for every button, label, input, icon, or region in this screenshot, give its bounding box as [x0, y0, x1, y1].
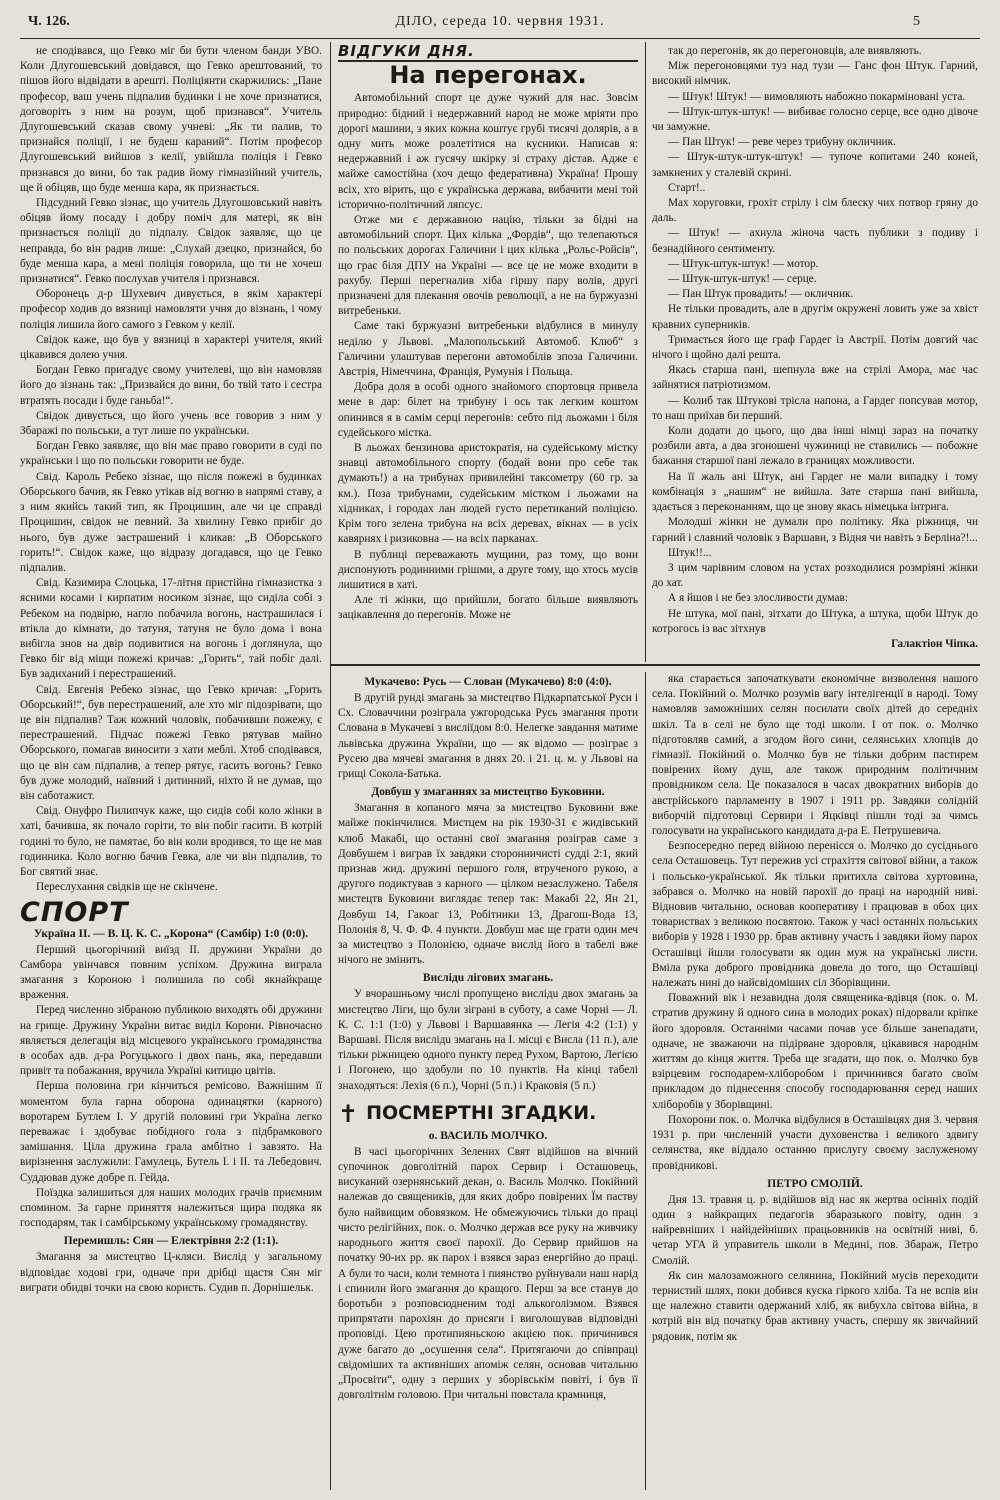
- paragraph: — Колиб так Штукові тріслa напона, а Гардег попсував мотор, то наш приїхав би перший.: [652, 394, 978, 422]
- masthead-date: ДІЛО, середа 10. червня 1931.: [395, 14, 605, 29]
- obituary-text-continued: [652, 672, 978, 1174]
- paragraph: Не тільки провадить, але в другім окружені ловить уже за хвіст кравних суперників.: [652, 303, 978, 331]
- sport-results: [338, 675, 638, 1094]
- sport-section: [20, 927, 322, 1296]
- paragraph: Добра доля в особі одного знайомого спортовця привела мене в дар: білет на трибуну і ось так легким коштом опинився я в самім серці перегонів: себто під льожами і біля судейського містка.: [338, 381, 638, 439]
- paragraph: яка старається започаткувати економічне визволення нашого села. Покійний о. Молчко розумів вагу інтелігенції в народі. Тому намовляв заможніших селян посилати своїх дітей до середніх шкіл. Та в селі не було ще тоді школи. І от пок. о. Молчко підготовляв самий, а згодом його сини, селянських хлопців до гімназії. Покійний о. Молчко був не тільки добрим пастирем повірених йому душ, але також природним політичним провідником села. Це показалося в часах двократних виборів до австрійського парламенту в 1907 і 1911 рр. Завдяки солідній виборчій підготовці Сервири і Яцківці пішли тоді за чимсь голосувати на українського кандидата д-ра Е. Петрушевича.: [652, 673, 978, 838]
- paragraph: Свід. Казимира Слоцька, 17-літня пристійна гімназистка з ясними косами і кирпатим носиком зізнає, що сиділа собі з Ребеком на подвірю, нагло побачила вогонь, настрашилася і втікла до кімнати, до татуня, татуня не було дома і вона вибігла знов на двір подивитися на вогонь і доглянула, що Гевко біг від міщи пожежі кричав: „Горить“, тай побіг далі. Був задиханий і перестрашений.: [20, 577, 322, 681]
- issue-number: Ч. 126.: [28, 14, 70, 29]
- subheading: Перемишль: Сян — Електрівня 2:2 (1:1).: [63, 1235, 279, 1248]
- feuilleton-text-continued: [652, 44, 978, 637]
- paragraph: В публиці переважають мущини, раз тому, що вони диспонують родинними грішми, а друге тому, що хтось мусів лишитися в хаті.: [338, 548, 638, 591]
- paragraph: А я йшов і не без злосливости думав:: [668, 592, 848, 605]
- paragraph: так до перегонів, як до перегоновців, але виявляють.: [668, 45, 922, 57]
- paragraph: — Штук! — ахнула жіноча часть публики з подиву і безнадійного сентименту.: [652, 227, 978, 255]
- obituary-title: ПОСМЕРТНІ ЗГАДКИ.: [366, 1102, 597, 1125]
- article-headline: На перегонах.: [389, 61, 587, 90]
- paragraph: Змагання за мистецтво Ц-кляси. Вислід у загальному відповідає ходові гри, одначе при дрібці щастя Сян міг виграти обидві точки на свою користь. Судив п. Дорнішельк.: [20, 1251, 322, 1294]
- paragraph: — Штук! Штук! — вимовляють набожно покарміновані уста.: [668, 90, 966, 103]
- paragraph: Але ті жінки, що прийшли, богато більше виявляють зацікавлення до перегонів. Може не: [338, 594, 638, 622]
- paragraph: — Штук-штук-штук! — серце.: [668, 273, 817, 286]
- paragraph: — Пан Штук провадить! — окличник.: [668, 288, 854, 301]
- subheading: Довбуш у змаганнях за мистецтво Буковини.: [371, 786, 605, 799]
- feuilleton-text: [338, 91, 638, 623]
- paragraph: Свід. Кароль Ребеко зізнає, що після пожежі в будинках Оборського бачив, як Гевко утікав від вогню в напрямі ставу, а з ним якийсь такий тип, як Процишин, але чи це справді Процишин, свідок не певний. За хвилину Гевко прибіг до нього, був дуже застрашений і кликав: „В Оборського горить!“. Свідок каже, що відразу догадався, що це Гевко підпалив.: [20, 470, 322, 574]
- obituary-name: о. ВАСИЛЬ МОЛЧКО.: [428, 1129, 548, 1142]
- paragraph: Підсудний Гевко зізнає, що учитель Длугошовський навіть обіцяв йому посаду і добру поміч для матері, як він признається поліції до підпалу. Свідок заявляє, що це неправда, бо він радив лише: „Слухай дзецко, признайся, бо буде менша кара, а мені поліція говорила, що ти не хочеш признатися“. Гевко послухав учителя і признався.: [20, 197, 322, 286]
- sport-heading: СПОРТ: [20, 897, 129, 929]
- paragraph: Свід. Онуфро Пилипчук каже, що сидів собі коло жінки в хаті, бачивша, як почало горіти, то він побіг гасити. В котрій годині то було, не памятає, бо він коли вродився, то ще не мав годинника. Коло вогню бачив Гевка, але чи він підпалив, то Бог святий знає.: [20, 805, 322, 878]
- feuilleton-column: [338, 44, 638, 660]
- paragraph: В другій рунді змагань за мистецтво Підкарпатської Руси і Сх. Словаччини розіграла ужгородська Русь змагання проти Слована в Мукачеві з висліїдом 8:0. Нелегке завдання матиме львівська дружина України, що — як відомо — розіграє з Русею два мячеві змагання в днях 20. і 21. ц. м. у Львові на грищі Сокола-Батька.: [338, 692, 638, 781]
- paragraph: Поїздка залишиться для наших молодих грачів приємним спомином. За гарне приняття належиться щира подяка як господарям, так і самбірському українському громадянству.: [20, 1186, 322, 1230]
- obituary-text-2: [652, 1193, 978, 1345]
- paragraph: Оборонець д-р Шухевич дивується, в якім характері професор ходив до вязниці намовляти учня до візнань, і чому поліція лишила його самого з Гевком у келії.: [20, 288, 322, 331]
- paragraph: Богдан Гевко заявляє, що він має право говорити в суді по українськи і що по польськи говорити не буде.: [20, 440, 322, 468]
- paragraph: Не штука, мої пані, зітхати до Штука, а штука, щоби Штук до котрогось із вас зітхнув: [652, 607, 978, 635]
- paragraph: Перший цьогорічний виїзд II. дружини України до Самбора увінчався повним успіхом. Дружина виграла змагання з Короною і полишила по собі якнайкраще враження.: [20, 943, 322, 1002]
- paragraph: Богдан Гевко пригадує свому учителеві, що він намовляв його до зізнань так: „Призвайся до вини, бо твій тато і сестра втратять посади і буде ганьба!“.: [20, 364, 322, 407]
- paragraph: Перед численно зібраною публикою виходять обі дружини на грище. Дружину України витає виділ Корони. Рівночасно являється делегація від місцевого українського громадянства в особах адв. д-ра Рогуцького і двох пань, яка, передавши привіт та побажання, вручила Україні китицю цвітів.: [20, 1004, 322, 1078]
- court-report: [20, 44, 322, 895]
- subheading: Україна II. — В. Ц. К. С. „Корона“ (Самбір) 1:0 (0:0).: [33, 927, 309, 940]
- paragraph: На її жаль ані Штук, ані Гардег не мали випадку і тому комбінація з „нашим“ не вийшла. Зате старша пані вийшла, здається з переконанням, що це знову якась німецька інтрига.: [652, 470, 978, 514]
- paragraph: Як син малозаможного селянина, Покійний мусів переходити тернистий шлях, поки добився куска гіркого хліба. Та не вспів він ще належно ставити одержаний хліб, як вибухла світова війна, в котрій він від початку брав активну участь, спершу як звичайний рядовик, потім як: [652, 1269, 978, 1343]
- paragraph: не сподівався, що Гевко міг би бути членом банди УВО. Коли Длугошевський довідався, що Гевко арештований, то пішов його відвідати в арешті. Поліціянти скаржились: „Пане професор, ваш учень підпалив будинки і не хоче признатися, договоріть з ним на розум, щоб признався“. Учитель Длугошевський сказав свому учневі: „Як ти палив, то признайся поліції, і не будеш караний“. Потім професор Длугошевський вийшов з келії, увійшла поліція і Гевко признався до вини, бо так радив йому гімназійний учитель, ще й обіцяв, що буде менша кара, як признається.: [20, 45, 322, 194]
- paragraph: — Штук-штук-штук! — мотор.: [668, 257, 819, 270]
- paragraph: Тримається його ще граф Гардег із Австрії. Потім довгий час нічого і щойно далі решта.: [652, 333, 978, 362]
- paragraph: — Пан Штук! — реве через трибуну окличник.: [668, 136, 896, 149]
- paragraph: — Штук-штук-штук-штук! — тупоче копитами 240 коней, замкнених у сталевій скрині.: [652, 151, 978, 179]
- paragraph: Коли додати до цього, що два інші німці зараз на початку розбили авта, а два згоношені чужиниці не ставились — побожне бажання старшої пані лежало в границях можливости.: [652, 425, 978, 468]
- paragraph: У вчорашньому числі пропущено вислідu двох змагань за мистецтво Ліги, що були зігранi в суботу, а саме Чорні — Л. К. С. 1:1 (1:0) у Львові і Варшавянка — Легія 4:2 (1:1) у Варшаві. Після вислідu змагань на І. місці є Висла (11 п.), але тільки ріжницею одного пункту перед Рухом, Вартою, Легією і Погонею, що здобули по 10 пунктів. На кінці табелі знаходяться: Лехія (6 п.), Чорні (5 п.) і Краковія (5 п.): [338, 988, 638, 1092]
- column-divider: [645, 42, 646, 662]
- paragraph: Старт!..: [668, 181, 706, 194]
- paragraph: Перша половина гри кінчиться ремісово. Важнішим її моментом була гарна оборона одинацятки (карного) воротарем Бутлем І. У другій половині гри Україна легко переважає і здобуває побідного гола з підбрамкового замішання. Ціла дружина грала амбітно і завзято. На вирізнення заслужили: Гамулець, Бутель І. і ІІ. та Лебедович. Суддював дуже добре п. Гейда.: [20, 1080, 322, 1184]
- paragraph: Свідок каже, що був у вязниці в характері учителя, який цікавився долею учня.: [20, 333, 322, 362]
- paragraph: Якась старша пані, шепнула вже на стрілі Амора, має час зайнятися патріотизмом.: [652, 364, 978, 392]
- paragraph: Свід. Евгенія Ребеко зізнає, що Гевко кричав: „Горить Оборський!“, був перестрашений, але хто міг підозрівати, що це він підпалив? Таж кожний чоловік, побачивши пожежу, є перестрашений. Підчас пожежі Гевко рятував майно Оборського, помагав виносити з хати меблі. Хтоб сподівався, що це він сам підпалив, а тепер рятує, гасить вогонь? Гевко був дуже молодий, наївний і дитинний, ніхто й не думав, що він саботажист.: [20, 683, 322, 802]
- column-divider: [645, 672, 646, 1490]
- paragraph: В часі цьогорічних Зелених Свят відійшов на вічний супочинок довголітній парох Сервир і Осташовець, висуканий озернянський декан, о. Василь Молчко. Покійний належав до священиків, для яких добро повірених Їм паству було найвищим обовязком. Не обмежуючись тільки до праці чисто релігійних, пок. о. Молчко держав все руку на живчику народнього життя своєї парохії. До Сервир прийшов на початку 90-их рр. як парох і взявся зараз енергійно до праці. А були то часи, коли темнота і пиянство руйнували наш нарід і спинили його змагання до кращого. Перш за все станув до боротьби з розповсюдненим тоді алькоголізмом. Взявся припрятати парохіян до присяги і виголошував відповідні проповіді. Цею протипияньскою акцією пок. причинився дуже багато до „осушення села“. Притягаючи до співпраці свідоміших та активніших апомiж селян, основав читальню „Просвіти“, одну з перших у зборівськім повіті, і був її довголітнім головою. При читальні повстала крамниця,: [338, 1145, 638, 1402]
- subheading: Вислідu лігових змагань.: [422, 972, 554, 985]
- obituary-name-2: ПЕТРО СМОЛІЙ.: [767, 1177, 863, 1190]
- paragraph: Дня 13. травня ц. р. відійшов від нас як жертва осінніх подій один з найкращих педагогів збаразького повіту, один з найревніших і найідейніших працьовників на освітній ниві, б. четар УГА й управитель школи в Медині, пов. Збараж, Петро Смолій.: [652, 1193, 978, 1267]
- obituary-heading: [338, 1099, 638, 1128]
- paragraph: Безпосередно перед війною перенісся о. Молчко до сусіднього села Осташовець. Тут пережив усі страхіття світової війни, а також і польсько-української. Як тільки притихла світова хуртовина, забрався о. Молчко на новій парохії до праці на народній ниві. Відновив читальню, основав кооперативу і працював в обох цих товариствах з великою посвятою. Також у часі останніх польських виборів у 1928 і 1930 рр. брав активну участь і завдяки йому парох Осташівці йшли голосувати як один муж на українські листи. Вміла рука доброго провідника довела до того, що Осташівці належать нині до найсвідоміших сіл Зборівщини.: [652, 840, 978, 990]
- column-1: [20, 44, 322, 1492]
- paragraph: Штук!!...: [668, 546, 712, 559]
- paragraph: Змагання в копаного мяча за мистецтво Буковини вже майже покінчилися. Мистцем на рік 1930-31 є жидівський клюб Макабі, що останні свої змагання розіграв саме з Довбушем і виграв їх завдяки сторонничисті судді 2:1, який признав жид. дружині першого голя, втрученого рукою, а другого подиктував з карного — цілком незаслужено. Табеля мистецтв Буковини виглядає тепер так: Макабі 22, Ян 21, Довбуш 14, Гакоаг 13, Робітники 13, Драгош-Вода 13, Полонія 8, Ч. Ф. Ф. 4 пункти. Довбуш має ще грати один меч за мистецтво з Полонією, одначе вислід його в табелі вже нічого не змінить.: [338, 802, 638, 967]
- paragraph: Переслухання свідків ще не скінчене.: [36, 881, 218, 894]
- subheading: Мукачево: Русь — Слован (Мукачево) 8:0 (4:0).: [364, 676, 612, 688]
- paragraph: З цим чарівним словом на устах розходилися розмріяні жінки до хат.: [652, 561, 978, 590]
- cross-icon: ✝: [338, 1099, 359, 1128]
- author-signature: Галактіон Чіпка.: [891, 637, 978, 650]
- paragraph: Автомобільний спорт це дуже чужий для нас. Зовсім природно: бідний і недержавний народ не може мріяти про дорогі машини, з яких кожна коштує грубі тисячі долярів, а в одну мить може розлетітися на кусники. Написав я: недержавний і аж гусячу шкірку зі страху дістав. Адже є майже самостійна (хоч дещо федеративна) Україна! Прошу всіх, хто вірить, що є українська держава, вибачити мені той історично-політичний ляпсус.: [338, 92, 638, 211]
- paragraph: Мах хоруговки, грохіт стрілу і сім блеску чих потвор гряну до даль.: [652, 197, 978, 225]
- column-divider: [330, 42, 331, 1490]
- page-number: 5: [913, 14, 920, 29]
- paragraph: Молодші жінки не думали про політику. Яка ріжниця, чи гарний і славний чоловік з Варшави, з Відня чи навіть з Берліна?!...: [652, 516, 978, 544]
- paragraph: Між перегоновцями туз над тузи — Ганс фон Штук. Гарний, високий німчик.: [652, 60, 978, 88]
- paragraph: Похорони пок. о. Молчка відбулися в Осташівцях дня 3. червня 1931 р. при численній участи духовенства і великого здвигу селянства, яке віддало останню прислугу своєму заслуженому провідникові.: [652, 1113, 978, 1172]
- sport-results-column: [338, 672, 638, 1492]
- feuilleton-continued: [652, 44, 978, 660]
- paragraph: — Штук-штук-штук! — вибиває голосно серце, все одно дівоче чи замужне.: [652, 105, 978, 134]
- paragraph: Свідок дивується, що його учень все говорив з ним у Збаражі по польськи, а тут лише по українськи.: [20, 409, 322, 438]
- header-rule: [20, 38, 980, 39]
- section-heading: ВІДГУКИ ДНЯ.: [338, 44, 638, 62]
- paragraph: Отже ми є державною націю, тільки за бідні на автомобільний спорт. Цих кілька „Фордів“, що телепаються по польських дорогах Галичини і цих кілька „Рольс-Ройсів“, що грає біля ДПУ на Україні — все це не може входити в рахубу. Перші перегналив хіба гіршу пару волів, другі призначені для плекання овочів революції, а не на буржуазні витребеньки.: [338, 214, 638, 318]
- paragraph: Саме такі буржуазні витребеньки відбулися в минулу неділю у Львові. „Малопольський Автомоб. Клюб“ з Галичини улаштував перегони автомобілів зпоза Галичини. Австрія, Німеччина, Франція, Румунія і Польща.: [338, 320, 638, 379]
- obituary-column: [652, 672, 978, 1492]
- paragraph: В льожах бензинова аристократія, на судейському містку знавці автомобільного спорту (бодай вони про себе так думають!) а на трибунах привилейні таксометру (60 гр. за км.). Поза трибунами, судейським містком і льожами на хідниках, і городах лан людей густо перетиканий поліцією. Крім того зелена трибуна на всіх деревах, вікнах — в усіх кавярнях і ризиковна — на всіх парканах.: [338, 442, 638, 546]
- section-rule: [330, 664, 980, 666]
- paragraph: Поважний вік і незавидна доля священика-вдівця (пок. о. М. стратив дружину й одного сина в молодих роках) підорвали кріпке його здоровля. Останніми часами почав усе більше занепадати, одначе, не зважаючи на підірване здоровля, цікавився народнім життям до кінця життя. Треба ще згадати, що пок. о. Молчко був взірцевим господарем-хліборобом і причинився багато своїм прикладом до піднесення способу господарювання серед наших хліборобів у Зборівщині.: [652, 992, 978, 1111]
- obituary-text: [338, 1145, 638, 1403]
- page-header: [0, 0, 1000, 40]
